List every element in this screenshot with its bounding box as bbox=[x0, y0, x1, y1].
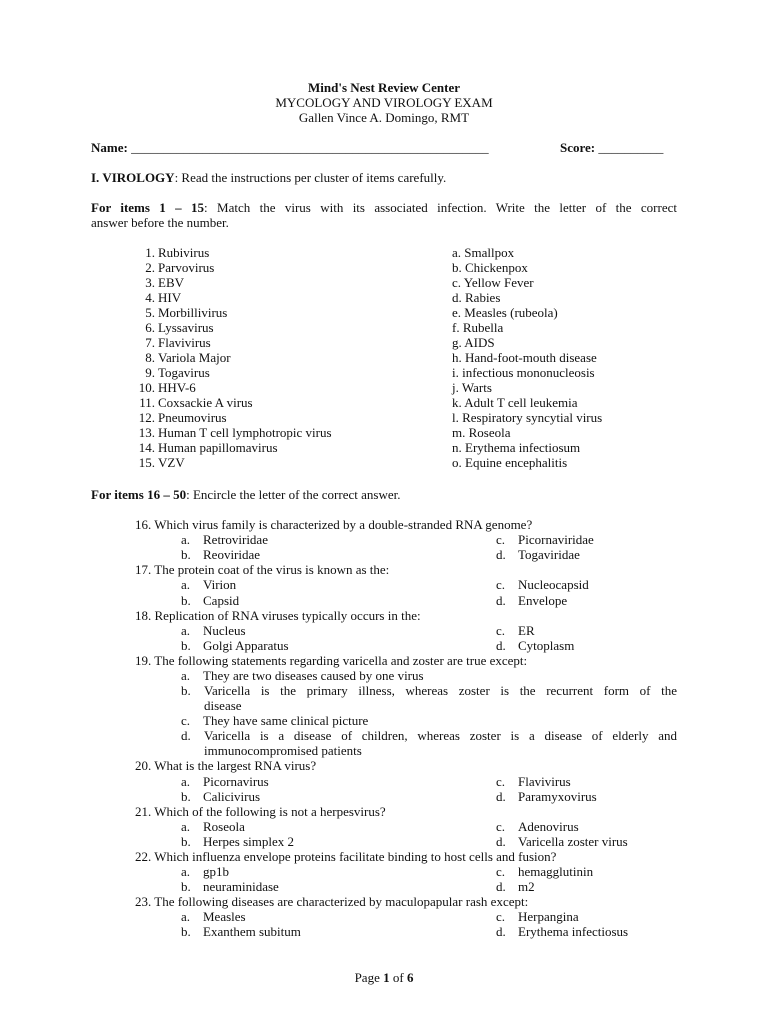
q21-option-a[interactable] bbox=[181, 819, 245, 835]
q20-option-d[interactable] bbox=[496, 789, 597, 805]
q23-option-a[interactable] bbox=[181, 909, 246, 925]
virus-name: HIV bbox=[158, 290, 182, 305]
item-number: 11. bbox=[139, 395, 155, 410]
virus-name: EBV bbox=[158, 275, 184, 290]
of-word: of bbox=[392, 970, 404, 985]
item-number: 7. bbox=[145, 335, 155, 350]
option-letter: d. bbox=[496, 593, 506, 608]
option-text: hemagglutinin bbox=[518, 864, 594, 879]
item-number: 13. bbox=[138, 425, 155, 440]
virus-name: HHV-6 bbox=[158, 380, 196, 395]
item-number: 4. bbox=[145, 290, 155, 305]
option-text: Reoviridae bbox=[203, 547, 261, 562]
infection-choice: c. Yellow Fever bbox=[452, 275, 534, 290]
exam-title: MYCOLOGY AND VIROLOGY EXAM bbox=[275, 95, 493, 110]
option-letter: c. bbox=[181, 713, 191, 728]
match-row bbox=[135, 320, 695, 335]
q16-option-c[interactable] bbox=[496, 532, 594, 548]
match-row bbox=[135, 305, 695, 320]
q16-option-a[interactable] bbox=[181, 532, 268, 548]
q19-option-c[interactable] bbox=[181, 713, 368, 729]
infection-choice: k. Adult T cell leukemia bbox=[452, 395, 578, 410]
option-letter: a. bbox=[181, 864, 191, 879]
virus-name: Parvovirus bbox=[158, 260, 215, 275]
item-number: 6. bbox=[145, 320, 155, 335]
q20-option-c[interactable] bbox=[496, 774, 571, 790]
section-heading bbox=[91, 170, 446, 186]
author: Gallen Vince A. Domingo, RMT bbox=[298, 110, 470, 125]
option-letter: b. bbox=[181, 593, 191, 608]
match-row bbox=[135, 260, 695, 275]
option-letter: b. bbox=[181, 683, 191, 698]
item-number: 10. bbox=[138, 380, 155, 395]
option-text: Paramyxovirus bbox=[518, 789, 597, 804]
q17-option-d[interactable] bbox=[496, 593, 567, 609]
virus-name: Flavivirus bbox=[158, 335, 211, 350]
option-text: They have same clinical picture bbox=[203, 713, 369, 728]
q18-option-d[interactable] bbox=[496, 638, 574, 654]
section-title: I. VIROLOGY bbox=[91, 170, 175, 185]
option-text: gp1b bbox=[203, 864, 229, 879]
option-letter: d. bbox=[496, 924, 506, 939]
option-text: Adenovirus bbox=[518, 819, 579, 834]
q16-option-d[interactable] bbox=[496, 547, 580, 563]
option-text: Nucleocapsid bbox=[518, 577, 589, 592]
infection-choice: g. AIDS bbox=[452, 335, 495, 350]
option-text: Varicella zoster virus bbox=[518, 834, 628, 849]
option-text: ER bbox=[518, 623, 535, 638]
question-20-stem: 20. What is the largest RNA virus? bbox=[135, 758, 317, 773]
option-letter: d. bbox=[181, 728, 191, 743]
q19-option-d-text-line2: immunocompromised patients bbox=[204, 743, 362, 758]
question-16-stem: 16. Which virus family is characterized by a double-stranded RNA genome? bbox=[135, 517, 533, 532]
q21-option-d[interactable] bbox=[496, 834, 628, 850]
score-label: Score: bbox=[560, 140, 596, 155]
option-letter: b. bbox=[181, 789, 191, 804]
name-row bbox=[91, 140, 489, 156]
option-text: Picornavirus bbox=[203, 774, 269, 789]
match-row bbox=[135, 365, 695, 380]
option-text: Exanthem subitum bbox=[203, 924, 301, 939]
virus-name: Pneumovirus bbox=[158, 410, 227, 425]
option-letter: b. bbox=[181, 879, 191, 894]
matching-instruction bbox=[91, 200, 677, 216]
item-number: 1. bbox=[145, 245, 155, 260]
option-text: Cytoplasm bbox=[518, 638, 575, 653]
option-text: Retroviridae bbox=[203, 532, 268, 547]
infection-choice: b. Chickenpox bbox=[452, 260, 528, 275]
q19-option-b[interactable] bbox=[181, 683, 203, 699]
option-text: They are two diseases caused by one virus bbox=[203, 668, 424, 683]
virus-name: Human T cell lymphotropic virus bbox=[158, 425, 332, 440]
option-text: m2 bbox=[518, 879, 535, 894]
mcq-instruction-text: : Encircle the letter of the correct answer. bbox=[186, 487, 401, 502]
score-blank: __________ bbox=[598, 140, 664, 155]
matching-label: For items 1 – 15 bbox=[91, 200, 205, 215]
option-text: Togaviridae bbox=[518, 547, 580, 562]
q17-option-a[interactable] bbox=[181, 577, 236, 593]
q17-option-b[interactable] bbox=[181, 593, 239, 609]
option-letter: c. bbox=[496, 819, 506, 834]
q19-option-b-text-line2: disease bbox=[204, 698, 242, 713]
virus-name: Human papillomavirus bbox=[158, 440, 278, 455]
match-row bbox=[135, 395, 695, 410]
name-blank: _______________________________________________________ bbox=[131, 140, 489, 155]
option-letter: c. bbox=[496, 623, 506, 638]
infection-choice: n. Erythema infectiosum bbox=[452, 440, 581, 455]
q19-option-a[interactable] bbox=[181, 668, 424, 684]
q18-option-b[interactable] bbox=[181, 638, 289, 654]
option-text: Herpangina bbox=[518, 909, 579, 924]
q18-option-c[interactable] bbox=[496, 623, 535, 639]
match-row bbox=[135, 410, 695, 425]
infection-choice: d. Rabies bbox=[452, 290, 501, 305]
item-number: 12. bbox=[138, 410, 155, 425]
option-letter: a. bbox=[181, 819, 191, 834]
q19-option-b-text-line1: Varicella is the primary illness, whereas zoster is the recurrent form of the bbox=[204, 683, 677, 698]
q18-option-a[interactable] bbox=[181, 623, 246, 639]
infection-choice: j. Warts bbox=[452, 380, 492, 395]
q16-option-b[interactable] bbox=[181, 547, 260, 563]
option-letter: c. bbox=[496, 577, 506, 592]
item-number: 5. bbox=[145, 305, 155, 320]
q20-option-a[interactable] bbox=[181, 774, 269, 790]
question-22-stem: 22. Which influenza envelope proteins facilitate binding to host cells and fusion? bbox=[135, 849, 557, 864]
option-text: Picornaviridae bbox=[518, 532, 594, 547]
item-number: 2. bbox=[145, 260, 155, 275]
infection-choice: i. infectious mononucleosis bbox=[452, 365, 595, 380]
center-name: Mind's Nest Review Center bbox=[308, 80, 460, 95]
option-letter: b. bbox=[181, 924, 191, 939]
option-text: Capsid bbox=[203, 593, 240, 608]
section-instruction: : Read the instructions per cluster of items carefully. bbox=[174, 170, 447, 185]
option-letter: d. bbox=[496, 789, 506, 804]
q20-option-b[interactable] bbox=[181, 789, 260, 805]
matching-instruction-line1: : Match the virus with its associated infection. Write the letter of the correct bbox=[204, 200, 677, 215]
match-row bbox=[135, 245, 695, 260]
item-number: 9. bbox=[145, 365, 155, 380]
option-letter: a. bbox=[181, 577, 191, 592]
option-text: Roseola bbox=[203, 819, 245, 834]
name-label: Name: bbox=[91, 140, 128, 155]
match-row bbox=[135, 290, 695, 305]
item-number: 8. bbox=[145, 350, 155, 365]
infection-choice: l. Respiratory syncytial virus bbox=[452, 410, 603, 425]
question-23-stem: 23. The following diseases are characterized by maculopapular rash except: bbox=[135, 894, 529, 909]
page-word: Page bbox=[354, 970, 380, 985]
q23-option-b[interactable] bbox=[181, 924, 301, 940]
virus-name: Coxsackie A virus bbox=[158, 395, 253, 410]
question-19-stem: 19. The following statements regarding varicella and zoster are true except: bbox=[135, 653, 528, 668]
match-row bbox=[135, 380, 695, 395]
option-letter: a. bbox=[181, 909, 191, 924]
q22-option-d[interactable] bbox=[496, 879, 535, 895]
score-row bbox=[560, 140, 663, 156]
infection-choice: h. Hand-foot-mouth disease bbox=[452, 350, 597, 365]
option-letter: a. bbox=[181, 774, 191, 789]
option-letter: d. bbox=[496, 879, 506, 894]
match-row bbox=[135, 275, 695, 290]
q23-option-c[interactable] bbox=[496, 909, 579, 925]
q17-option-c[interactable] bbox=[496, 577, 589, 593]
infection-choice: e. Measles (rubeola) bbox=[452, 305, 558, 320]
virus-name: VZV bbox=[158, 455, 185, 470]
option-letter: c. bbox=[496, 864, 506, 879]
mcq-label: For items 16 – 50 bbox=[91, 487, 187, 502]
question-21-stem: 21. Which of the following is not a herpesvirus? bbox=[135, 804, 386, 819]
infection-choice: f. Rubella bbox=[452, 320, 504, 335]
infection-choice: m. Roseola bbox=[452, 425, 511, 440]
page-number: 1 bbox=[383, 970, 390, 985]
match-row bbox=[135, 440, 695, 455]
virus-name: Togavirus bbox=[158, 365, 210, 380]
q19-option-d[interactable] bbox=[181, 728, 203, 744]
matching-instruction-line2: answer before the number. bbox=[91, 215, 229, 230]
q22-option-a[interactable] bbox=[181, 864, 229, 880]
infection-choice: o. Equine encephalitis bbox=[452, 455, 568, 470]
option-letter: b. bbox=[181, 547, 191, 562]
option-letter: c. bbox=[496, 909, 506, 924]
option-text: neuraminidase bbox=[203, 879, 279, 894]
virus-name: Variola Major bbox=[158, 350, 231, 365]
q19-option-d-text-line1: Varicella is a disease of children, whereas zoster is a disease of elderly and bbox=[204, 728, 677, 743]
match-row bbox=[135, 425, 695, 440]
option-text: Envelope bbox=[518, 593, 568, 608]
page-total: 6 bbox=[406, 970, 414, 985]
option-text: Flavivirus bbox=[518, 774, 571, 789]
option-text: Herpes simplex 2 bbox=[203, 834, 294, 849]
q23-option-d[interactable] bbox=[496, 924, 628, 940]
option-letter: c. bbox=[496, 774, 506, 789]
q22-option-c[interactable] bbox=[496, 864, 593, 880]
q21-option-b[interactable] bbox=[181, 834, 294, 850]
option-text: Calicivirus bbox=[203, 789, 261, 804]
q22-option-b[interactable] bbox=[181, 879, 279, 895]
item-number: 14. bbox=[138, 440, 155, 455]
option-letter: a. bbox=[181, 668, 191, 683]
option-letter: d. bbox=[496, 547, 506, 562]
virus-name: Lyssavirus bbox=[158, 320, 214, 335]
infection-choice: a. Smallpox bbox=[452, 245, 515, 260]
match-row bbox=[135, 455, 695, 470]
option-text: Nucleus bbox=[203, 623, 246, 638]
match-row bbox=[135, 350, 695, 365]
option-letter: a. bbox=[181, 532, 191, 547]
option-text: Erythema infectiosus bbox=[518, 924, 629, 939]
option-letter: a. bbox=[181, 623, 191, 638]
option-letter: c. bbox=[496, 532, 506, 547]
item-number: 15. bbox=[138, 455, 155, 470]
virus-name: Morbillivirus bbox=[158, 305, 228, 320]
question-17-stem: 17. The protein coat of the virus is known as the: bbox=[135, 562, 390, 577]
option-letter: b. bbox=[181, 834, 191, 849]
option-text: Golgi Apparatus bbox=[203, 638, 289, 653]
option-letter: d. bbox=[496, 834, 506, 849]
item-number: 3. bbox=[145, 275, 155, 290]
option-text: Virion bbox=[203, 577, 237, 592]
q21-option-c[interactable] bbox=[496, 819, 579, 835]
mcq-instruction bbox=[91, 487, 400, 503]
virus-name: Rubivirus bbox=[158, 245, 210, 260]
option-letter: b. bbox=[181, 638, 191, 653]
option-letter: d. bbox=[496, 638, 506, 653]
page-footer bbox=[0, 970, 768, 986]
match-row bbox=[135, 335, 695, 350]
question-18-stem: 18. Replication of RNA viruses typically occurs in the: bbox=[135, 608, 421, 623]
option-text: Measles bbox=[203, 909, 246, 924]
